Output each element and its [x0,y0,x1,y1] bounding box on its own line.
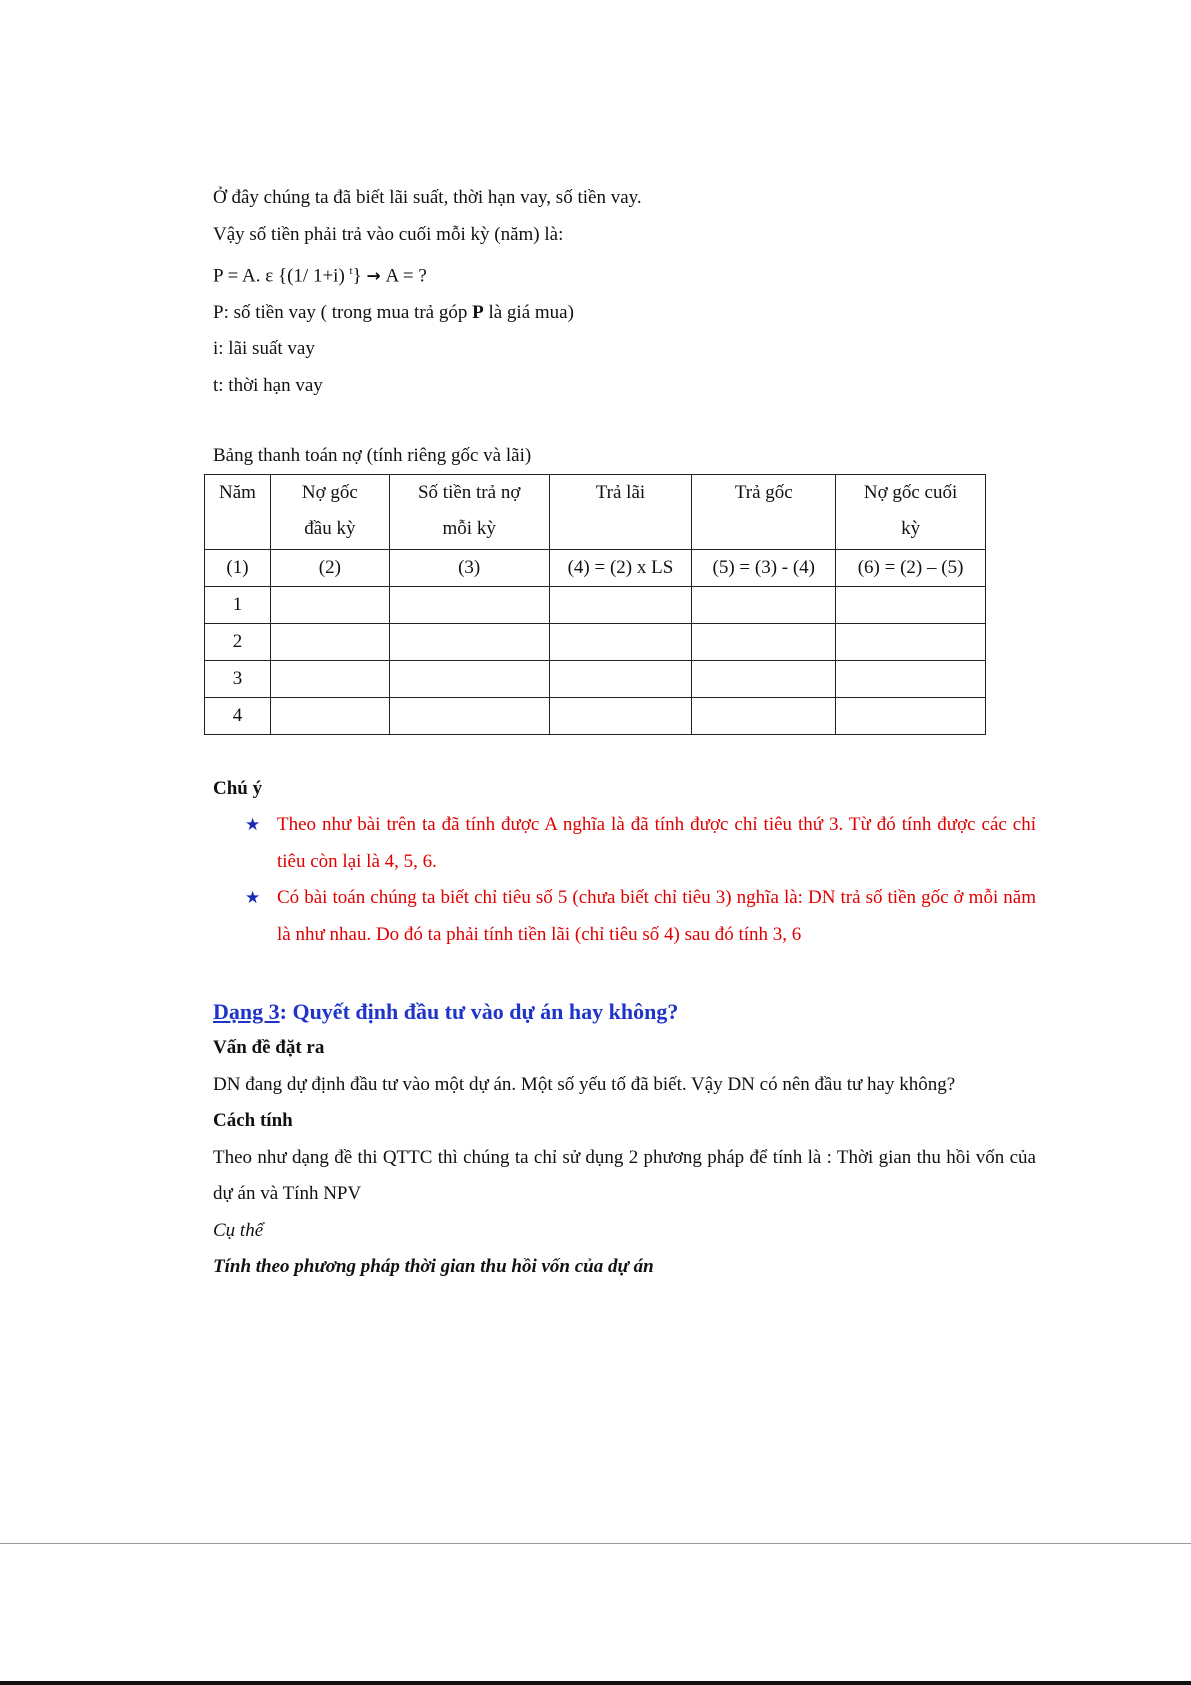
specific-label: Cụ thể [213,1219,264,1241]
formula-exponent: t [349,265,353,277]
column-header-line: Nợ gốc cuối [863,482,958,504]
column-header-3 [389,475,549,550]
empty-cell [836,624,986,661]
column-header-4 [549,475,692,550]
formula-cell: (6) = (2) – (5) [836,550,986,587]
method-title: Cách tính [213,1110,293,1132]
empty-cell [270,624,389,661]
note-text: Theo như bài trên ta đã tính được A nghĩa là đã tính được chỉ tiêu thứ 3. Từ đó tính được các chỉ tiêu còn lại là 4, 5, 6. [277,814,1036,872]
problem-text: DN đang dự định đầu tư vào một dự án. Một số yếu tố đã biết. Vậy DN có nên đầu tư hay không? [213,1073,956,1095]
column-header-2 [270,475,389,550]
formula-cell: (1) [205,550,271,587]
column-header-line: Nợ gốc [301,482,358,504]
empty-cell [389,698,549,735]
empty-cell [692,661,836,698]
column-header-1 [205,475,271,550]
formula-cell: (2) [270,550,389,587]
column-header-6 [836,475,986,550]
definition-p-suffix: là giá mua) [483,301,574,323]
table-body [205,550,986,735]
empty-cell [389,587,549,624]
page-bottom-border [0,1681,1191,1685]
method-text: Theo như dạng đề thi QTTC thì chúng ta chỉ sử dụng 2 phương pháp để tính là : Thời gian thu hồi vốn của dự án và Tính NPV [213,1146,1036,1205]
star-bullet-icon: ★ [245,815,261,836]
section-heading-label: Dạng 3 [213,999,280,1025]
formula-result: A = ? [380,265,427,287]
year-cell: 2 [205,624,271,661]
intro-line-2: Vậy số tiền phải trả vào cuối mỗi kỳ (năm) là: [213,223,564,245]
problem-title: Vấn đề đặt ra [213,1037,325,1059]
formula-cell: (5) = (3) - (4) [692,550,836,587]
definition-p-prefix: P: số tiền vay ( trong mua trả góp [213,301,473,323]
empty-cell [389,661,549,698]
footer-divider [0,1543,1191,1544]
column-header-line: Trả gốc [734,482,793,504]
empty-cell [549,587,692,624]
note-item [245,807,1036,880]
star-bullet-icon: ★ [245,888,261,909]
column-header-line: kỳ [901,518,921,540]
year-cell: 4 [205,698,271,735]
intro-line-1: Ở đây chúng ta đã biết lãi suất, thời hạn vay, số tiền vay. [213,187,642,208]
document-body [213,180,1036,1286]
empty-cell [549,698,692,735]
empty-cell [836,587,986,624]
column-header-line: đầu kỳ [304,518,356,540]
empty-cell [270,661,389,698]
definition-t: t: thời hạn vay [213,374,323,396]
debt-payment-table [204,474,986,735]
table-row [205,661,986,698]
section-heading [213,994,1036,1030]
column-header-line: mỗi kỳ [442,518,496,540]
definition-p-bold: P [472,301,484,323]
definition-i: i: lãi suất vay [213,338,315,360]
section-heading-text: : Quyết định đầu tư vào dự án hay không? [279,999,679,1025]
column-header-5 [692,475,836,550]
column-header-line: Năm [219,482,256,504]
note-list [213,807,1036,953]
arrow-icon: → [366,266,381,287]
year-cell: 3 [205,661,271,698]
formula-row [205,550,986,587]
empty-cell [692,698,836,735]
year-cell: 1 [205,587,271,624]
note-title: Chú ý [213,778,263,800]
empty-cell [836,698,986,735]
note-item [245,880,1036,953]
formula-main: P = A. ε {(1/ 1+i) [213,265,350,287]
formula-end: } [352,265,367,287]
formula-line [213,253,1036,295]
empty-cell [692,624,836,661]
table-row [205,698,986,735]
formula-cell: (3) [389,550,549,587]
empty-cell [270,698,389,735]
empty-cell [270,587,389,624]
empty-cell [389,624,549,661]
note-text: Có bài toán chúng ta biết chỉ tiêu số 5 (chưa biết chỉ tiêu 3) nghĩa là: DN trả số tiền gốc ở mỗi năm là như nhau. Do đó ta phải tính tiền lãi (chỉ tiêu số 4) sau đó tính 3, 6 [277,887,1036,945]
payback-title: Tính theo phương pháp thời gian thu hồi vốn của dự án [213,1256,654,1278]
empty-cell [549,661,692,698]
table-row [205,624,986,661]
empty-cell [692,587,836,624]
empty-cell [836,661,986,698]
empty-cell [549,624,692,661]
formula-cell: (4) = (2) x LS [549,550,692,587]
column-header-line: Trả lãi [595,482,646,504]
table-caption: Bảng thanh toán nợ (tính riêng gốc và lãi) [213,445,532,467]
table-row [205,587,986,624]
table-header-row [205,475,986,550]
column-header-line: Số tiền trả nợ [417,482,521,504]
definition-p [213,295,1036,332]
